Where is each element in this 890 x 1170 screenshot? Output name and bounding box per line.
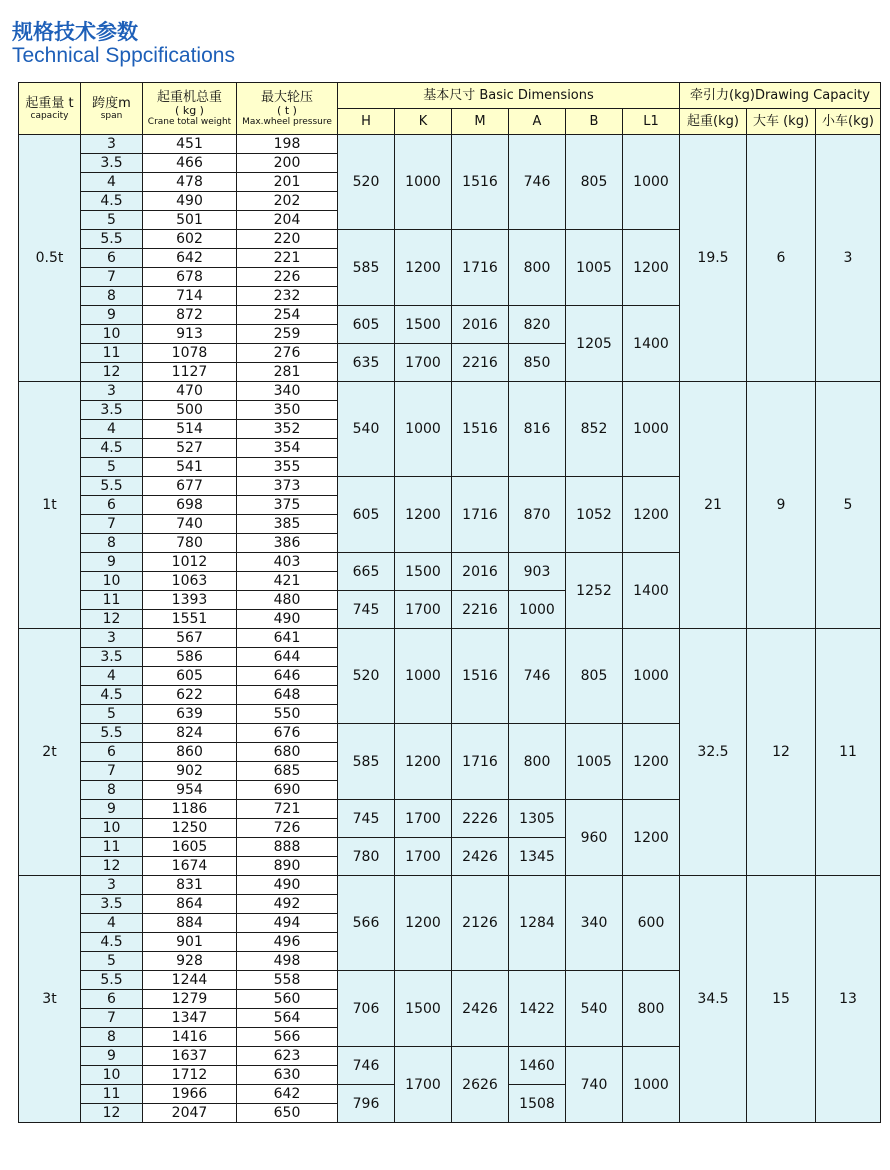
drawing-lift-cell: 21 [680,382,747,629]
dim-M-cell: 2426 [452,838,509,876]
weight-cell: 639 [143,705,237,724]
pressure-cell: 490 [237,610,338,629]
dim-M-cell: 1516 [452,629,509,724]
span-cell: 5.5 [81,477,143,496]
pressure-cell: 375 [237,496,338,515]
weight-cell: 678 [143,268,237,287]
span-cell: 3 [81,382,143,401]
pressure-cell: 623 [237,1047,338,1066]
dim-H-cell: 706 [338,971,395,1047]
drawing-small-car-cell: 5 [816,382,881,629]
drawing-small-car-cell: 11 [816,629,881,876]
pressure-cell: 641 [237,629,338,648]
span-cell: 3 [81,135,143,154]
pressure-cell: 726 [237,819,338,838]
weight-cell: 1605 [143,838,237,857]
span-cell: 3.5 [81,895,143,914]
page-title-cn: 规格技术参数 [12,20,138,44]
span-cell: 8 [81,1028,143,1047]
pressure-cell: 490 [237,876,338,895]
weight-cell: 902 [143,762,237,781]
dim-L1-cell: 600 [623,876,680,971]
drawing-lift-cell: 34.5 [680,876,747,1123]
capacity-cell: 2t [19,629,81,876]
pressure-cell: 221 [237,249,338,268]
span-cell: 7 [81,268,143,287]
span-cell: 4 [81,173,143,192]
pressure-cell: 642 [237,1085,338,1104]
dim-A-cell: 1345 [509,838,566,876]
span-cell: 11 [81,344,143,363]
span-cell: 9 [81,553,143,572]
dim-K-cell: 1000 [395,382,452,477]
dim-M-cell: 1516 [452,135,509,230]
dim-B-cell: 1005 [566,230,623,306]
span-cell: 4.5 [81,686,143,705]
span-cell: 4.5 [81,439,143,458]
weight-cell: 872 [143,306,237,325]
weight-cell: 1416 [143,1028,237,1047]
dim-B-cell: 340 [566,876,623,971]
span-cell: 4.5 [81,933,143,952]
dim-L1-cell: 1000 [623,135,680,230]
dim-A-cell: 1508 [509,1085,566,1123]
weight-cell: 1127 [143,363,237,382]
span-cell: 3 [81,876,143,895]
dim-H-cell: 540 [338,382,395,477]
weight-cell: 514 [143,420,237,439]
dim-L1-cell: 1000 [623,382,680,477]
pressure-cell: 200 [237,154,338,173]
span-cell: 7 [81,762,143,781]
dim-A-cell: 820 [509,306,566,344]
span-cell: 5 [81,705,143,724]
pressure-cell: 386 [237,534,338,553]
weight-cell: 1551 [143,610,237,629]
span-cell: 10 [81,819,143,838]
weight-cell: 500 [143,401,237,420]
dim-B-cell: 740 [566,1047,623,1123]
dim-A-cell: 1305 [509,800,566,838]
dim-M-cell: 2626 [452,1047,509,1123]
header-capacity: 起重量 t capacity [19,83,81,135]
weight-cell: 831 [143,876,237,895]
pressure-cell: 226 [237,268,338,287]
pressure-cell: 680 [237,743,338,762]
dim-H-cell: 746 [338,1047,395,1085]
dim-A-cell: 850 [509,344,566,382]
span-cell: 12 [81,610,143,629]
weight-cell: 622 [143,686,237,705]
pressure-cell: 480 [237,591,338,610]
header-pressure: 最大轮压 ( t ) Max.wheel pressure [237,83,338,135]
weight-cell: 698 [143,496,237,515]
span-cell: 12 [81,1104,143,1123]
dim-H-cell: 745 [338,591,395,629]
dim-H-cell: 780 [338,838,395,876]
dim-B-cell: 852 [566,382,623,477]
dim-M-cell: 2216 [452,344,509,382]
dim-A-cell: 746 [509,135,566,230]
header-small-car: 小车(kg) [816,109,881,135]
header-H: H [338,109,395,135]
capacity-cell: 0.5t [19,135,81,382]
weight-cell: 466 [143,154,237,173]
table-body [19,135,881,1123]
pressure-cell: 650 [237,1104,338,1123]
weight-cell: 864 [143,895,237,914]
pressure-cell: 721 [237,800,338,819]
dim-A-cell: 1000 [509,591,566,629]
weight-cell: 490 [143,192,237,211]
header-big-car: 大车 (kg) [747,109,816,135]
weight-cell: 1393 [143,591,237,610]
dim-L1-cell: 1400 [623,553,680,629]
dim-K-cell: 1000 [395,629,452,724]
dim-K-cell: 1500 [395,971,452,1047]
weight-cell: 901 [143,933,237,952]
header-A: A [509,109,566,135]
pressure-cell: 373 [237,477,338,496]
pressure-cell: 259 [237,325,338,344]
weight-cell: 954 [143,781,237,800]
dim-L1-cell: 1400 [623,306,680,382]
dim-K-cell: 1200 [395,876,452,971]
dim-L1-cell: 1000 [623,1047,680,1123]
span-cell: 8 [81,287,143,306]
dim-K-cell: 1700 [395,344,452,382]
weight-cell: 1244 [143,971,237,990]
dim-H-cell: 796 [338,1085,395,1123]
dim-H-cell: 665 [338,553,395,591]
span-cell: 10 [81,325,143,344]
dim-M-cell: 2016 [452,306,509,344]
dim-H-cell: 520 [338,629,395,724]
span-cell: 5.5 [81,230,143,249]
drawing-big-car-cell: 15 [747,876,816,1123]
dim-L1-cell: 1200 [623,800,680,876]
drawing-small-car-cell: 13 [816,876,881,1123]
header-basic-dimensions: 基本尺寸 Basic Dimensions [338,83,680,109]
dim-A-cell: 800 [509,724,566,800]
pressure-cell: 560 [237,990,338,1009]
pressure-cell: 550 [237,705,338,724]
span-cell: 6 [81,249,143,268]
dim-K-cell: 1700 [395,591,452,629]
dim-K-cell: 1500 [395,553,452,591]
span-cell: 10 [81,1066,143,1085]
dim-B-cell: 1205 [566,306,623,382]
dim-H-cell: 585 [338,724,395,800]
pressure-cell: 498 [237,952,338,971]
pressure-cell: 276 [237,344,338,363]
dim-M-cell: 1716 [452,724,509,800]
span-cell: 11 [81,591,143,610]
table-row [19,135,881,154]
span-cell: 4 [81,914,143,933]
table-header [19,83,881,135]
pressure-cell: 281 [237,363,338,382]
drawing-big-car-cell: 12 [747,629,816,876]
dim-B-cell: 540 [566,971,623,1047]
weight-cell: 1012 [143,553,237,572]
span-cell: 3 [81,629,143,648]
dim-K-cell: 1700 [395,838,452,876]
weight-cell: 1279 [143,990,237,1009]
weight-cell: 1712 [143,1066,237,1085]
dim-M-cell: 2216 [452,591,509,629]
pressure-cell: 204 [237,211,338,230]
pressure-cell: 494 [237,914,338,933]
dim-M-cell: 2016 [452,553,509,591]
span-cell: 8 [81,534,143,553]
dim-A-cell: 746 [509,629,566,724]
pressure-cell: 352 [237,420,338,439]
spec-table [18,82,881,1123]
header-span: 跨度m span [81,83,143,135]
table-row [19,382,881,401]
dim-B-cell: 1005 [566,724,623,800]
weight-cell: 1674 [143,857,237,876]
span-cell: 7 [81,515,143,534]
span-cell: 6 [81,743,143,762]
span-cell: 5.5 [81,971,143,990]
weight-cell: 1966 [143,1085,237,1104]
dim-B-cell: 805 [566,135,623,230]
dim-M-cell: 2226 [452,800,509,838]
pressure-cell: 350 [237,401,338,420]
pressure-cell: 496 [237,933,338,952]
page-title-en: Technical Sppcifications [12,44,235,67]
dim-A-cell: 800 [509,230,566,306]
dim-M-cell: 1716 [452,477,509,553]
dim-B-cell: 1252 [566,553,623,629]
pressure-cell: 232 [237,287,338,306]
dim-K-cell: 1200 [395,724,452,800]
dim-M-cell: 2426 [452,971,509,1047]
dim-A-cell: 816 [509,382,566,477]
weight-cell: 586 [143,648,237,667]
span-cell: 3.5 [81,648,143,667]
span-cell: 12 [81,857,143,876]
weight-cell: 884 [143,914,237,933]
span-cell: 5 [81,211,143,230]
dim-L1-cell: 1000 [623,629,680,724]
header-K: K [395,109,452,135]
span-cell: 7 [81,1009,143,1028]
header-lift: 起重(kg) [680,109,747,135]
weight-cell: 470 [143,382,237,401]
weight-cell: 527 [143,439,237,458]
weight-cell: 541 [143,458,237,477]
pressure-cell: 630 [237,1066,338,1085]
pressure-cell: 354 [237,439,338,458]
drawing-small-car-cell: 3 [816,135,881,382]
drawing-big-car-cell: 9 [747,382,816,629]
pressure-cell: 355 [237,458,338,477]
span-cell: 6 [81,496,143,515]
header-drawing-capacity: 牵引力(kg)Drawing Capacity [680,83,881,109]
weight-cell: 780 [143,534,237,553]
dim-K-cell: 1700 [395,800,452,838]
pressure-cell: 564 [237,1009,338,1028]
capacity-cell: 3t [19,876,81,1123]
dim-A-cell: 870 [509,477,566,553]
pressure-cell: 644 [237,648,338,667]
weight-cell: 642 [143,249,237,268]
span-cell: 9 [81,800,143,819]
table-row [19,629,881,648]
header-M: M [452,109,509,135]
dim-H-cell: 605 [338,306,395,344]
header-weight: 起重机总重 ( kg ) Crane total weight [143,83,237,135]
table-row [19,876,881,895]
dim-H-cell: 585 [338,230,395,306]
span-cell: 6 [81,990,143,1009]
weight-cell: 605 [143,667,237,686]
drawing-lift-cell: 19.5 [680,135,747,382]
weight-cell: 824 [143,724,237,743]
weight-cell: 451 [143,135,237,154]
pressure-cell: 492 [237,895,338,914]
dim-L1-cell: 1200 [623,724,680,800]
pressure-cell: 198 [237,135,338,154]
drawing-lift-cell: 32.5 [680,629,747,876]
span-cell: 11 [81,838,143,857]
pressure-cell: 385 [237,515,338,534]
weight-cell: 1637 [143,1047,237,1066]
dim-A-cell: 1460 [509,1047,566,1085]
weight-cell: 740 [143,515,237,534]
span-cell: 5 [81,952,143,971]
dim-A-cell: 1422 [509,971,566,1047]
dim-H-cell: 520 [338,135,395,230]
pressure-cell: 421 [237,572,338,591]
header-L1: L1 [623,109,680,135]
weight-cell: 2047 [143,1104,237,1123]
pressure-cell: 403 [237,553,338,572]
pressure-cell: 646 [237,667,338,686]
weight-cell: 1186 [143,800,237,819]
dim-L1-cell: 800 [623,971,680,1047]
pressure-cell: 254 [237,306,338,325]
pressure-cell: 888 [237,838,338,857]
dim-L1-cell: 1200 [623,477,680,553]
dim-K-cell: 1200 [395,230,452,306]
dim-M-cell: 1516 [452,382,509,477]
header-B: B [566,109,623,135]
weight-cell: 478 [143,173,237,192]
weight-cell: 928 [143,952,237,971]
pressure-cell: 558 [237,971,338,990]
weight-cell: 714 [143,287,237,306]
dim-H-cell: 566 [338,876,395,971]
weight-cell: 1078 [143,344,237,363]
drawing-big-car-cell: 6 [747,135,816,382]
dim-K-cell: 1700 [395,1047,452,1123]
weight-cell: 1063 [143,572,237,591]
dim-B-cell: 805 [566,629,623,724]
span-cell: 4 [81,420,143,439]
dim-K-cell: 1000 [395,135,452,230]
dim-H-cell: 745 [338,800,395,838]
span-cell: 8 [81,781,143,800]
pressure-cell: 676 [237,724,338,743]
span-cell: 11 [81,1085,143,1104]
dim-L1-cell: 1200 [623,230,680,306]
weight-cell: 602 [143,230,237,249]
dim-M-cell: 1716 [452,230,509,306]
weight-cell: 677 [143,477,237,496]
dim-H-cell: 635 [338,344,395,382]
span-cell: 10 [81,572,143,591]
pressure-cell: 566 [237,1028,338,1047]
span-cell: 5.5 [81,724,143,743]
pressure-cell: 202 [237,192,338,211]
pressure-cell: 690 [237,781,338,800]
weight-cell: 1250 [143,819,237,838]
span-cell: 4.5 [81,192,143,211]
pressure-cell: 340 [237,382,338,401]
dim-A-cell: 903 [509,553,566,591]
weight-cell: 501 [143,211,237,230]
pressure-cell: 201 [237,173,338,192]
dim-M-cell: 2126 [452,876,509,971]
dim-B-cell: 1052 [566,477,623,553]
dim-K-cell: 1500 [395,306,452,344]
weight-cell: 1347 [143,1009,237,1028]
span-cell: 9 [81,306,143,325]
span-cell: 9 [81,1047,143,1066]
weight-cell: 913 [143,325,237,344]
pressure-cell: 648 [237,686,338,705]
span-cell: 12 [81,363,143,382]
dim-B-cell: 960 [566,800,623,876]
span-cell: 5 [81,458,143,477]
capacity-cell: 1t [19,382,81,629]
weight-cell: 860 [143,743,237,762]
span-cell: 4 [81,667,143,686]
span-cell: 3.5 [81,154,143,173]
weight-cell: 567 [143,629,237,648]
span-cell: 3.5 [81,401,143,420]
pressure-cell: 890 [237,857,338,876]
pressure-cell: 220 [237,230,338,249]
dim-H-cell: 605 [338,477,395,553]
dim-K-cell: 1200 [395,477,452,553]
dim-A-cell: 1284 [509,876,566,971]
pressure-cell: 685 [237,762,338,781]
